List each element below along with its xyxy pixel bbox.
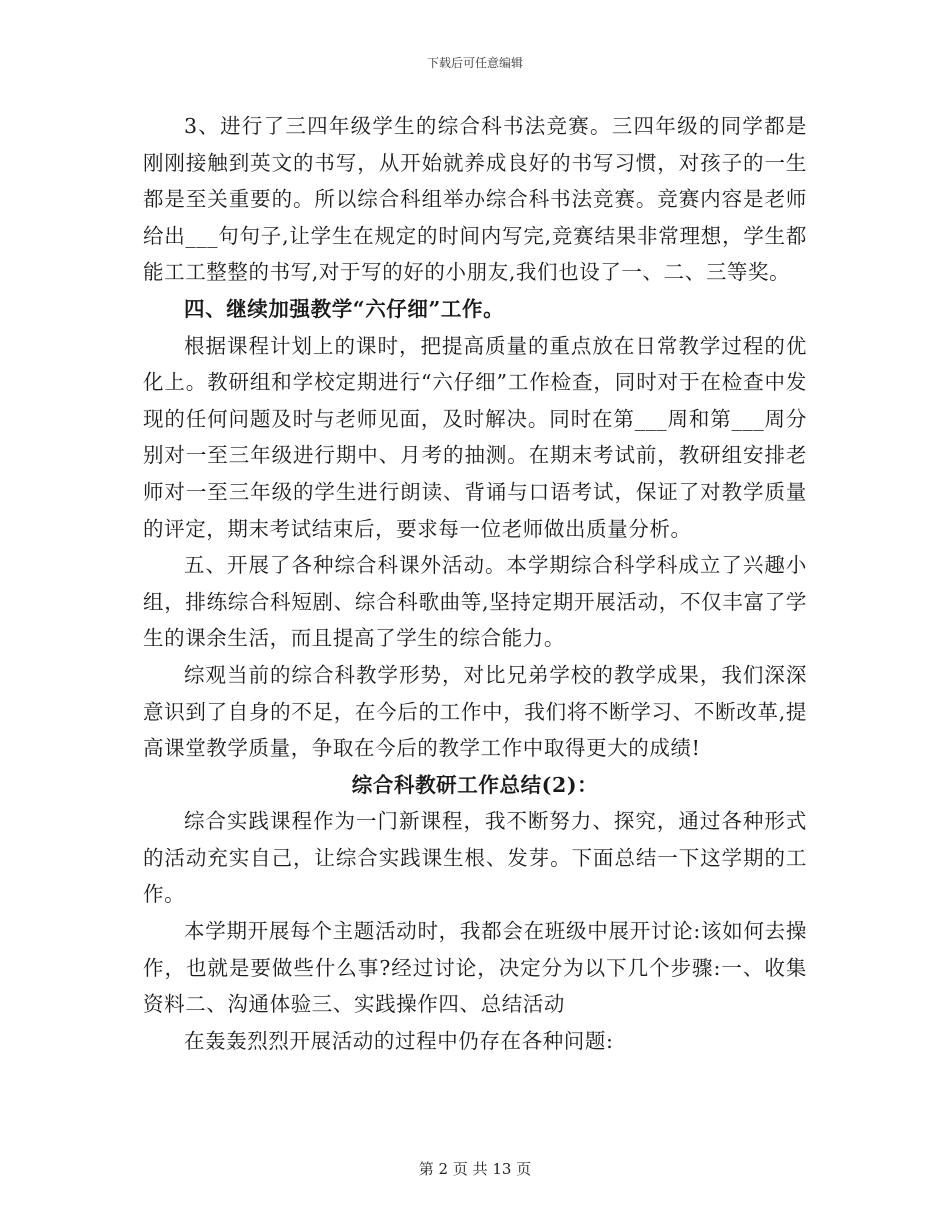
section-title-summary-2: 综合科教研工作总结(2)： — [351, 772, 599, 797]
paragraph-teaching-quality: 根据课程计划上的课时，把提高质量的重点放在日常教学过程的优化上。教研组和学校定期进行“六仔细”工作检查，同时对于在检查中发现的任何问题及时与老师见面，及时解决。同时在第___周和第___周分别对一至三年级进行期中、月考的抽测。在期末考试前，教研组安排老师对一至三年级的学生进行朗读、背诵与口语考试，保证了对教学质量的评定，期末考试结束后，要求每一位老师做出质量分析。 — [143, 333, 807, 541]
paragraph-activity-steps: 本学期开展每个主题活动时，我都会在班级中展开讨论:该如何去操作，也就是要做些什么事?经过讨论，决定分为以下几个步骤:一、收集资料二、沟通体验三、实践操作四、总结活动 — [143, 919, 807, 1017]
document-body — [143, 108, 807, 1059]
paragraph-practice-course: 综合实践课程作为一门新课程，我不断努力、探究，通过各种形式的活动充实自己，让综合实践课生根、发芽。下面总结一下这学期的工作。 — [143, 809, 807, 907]
page-header: 下载后可任意编辑 — [426, 56, 523, 70]
paragraph-extracurricular: 五、开展了各种综合科课外活动。本学期综合科学科成立了兴趣小组，排练综合科短剧、综合科歌曲等,坚持定期开展活动，不仅丰富了学生的课余生活，而且提高了学生的综合能力。 — [143, 553, 807, 651]
paragraph-calligraphy-contest: 3、进行了三四年级学生的综合科书法竞赛。三四年级的同学都是刚刚接触到英文的书写，从开始就养成良好的书写习惯，对孩子的一生都是至关重要的。所以综合科组举办综合科书法竞赛。竞赛内容是老师给出___句句子,让学生在规定的时间内写完,竞赛结果非常理想，学生都能工工整整的书写,对于写的好的小朋友,我们也设了一、二、三等奖。 — [143, 114, 807, 285]
section-heading-four: 四、继续加强教学“六仔细”工作。 — [184, 296, 505, 321]
paragraph-problems: 在轰轰烈烈开展活动的过程中仍存在各种问题: — [184, 1028, 614, 1053]
paragraph-conclusion: 综观当前的综合科教学形势，对比兄弟学校的教学成果，我们深深意识到了自身的不足，在今后的工作中，我们将不断学习、不断改革,提高课堂教学质量，争取在今后的教学工作中取得更大的成绩! — [143, 662, 807, 761]
page-footer: 第 2 页 共 13 页 — [418, 1160, 532, 1178]
